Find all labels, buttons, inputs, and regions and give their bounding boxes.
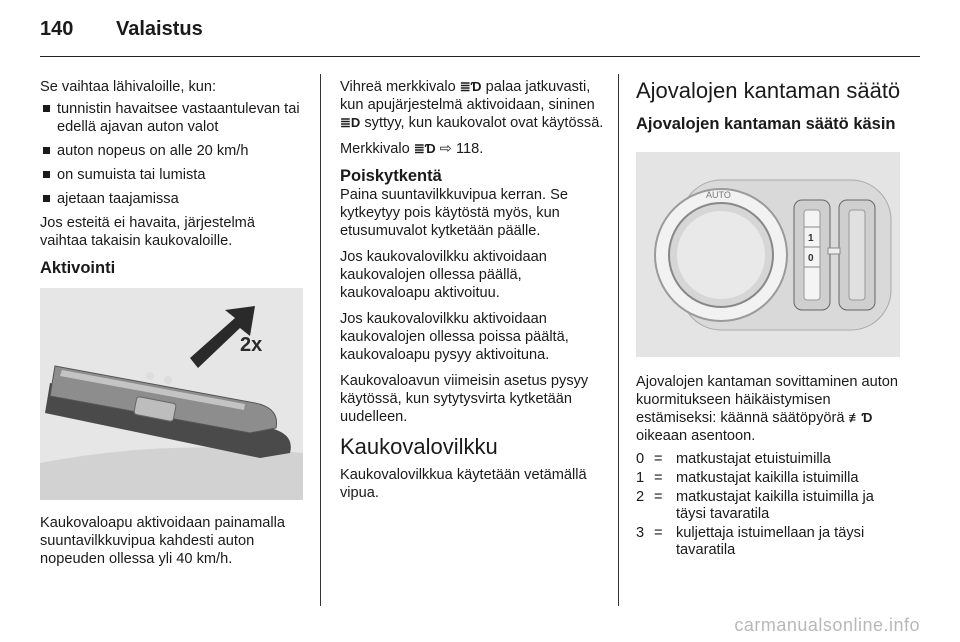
- position-key: 1: [636, 470, 645, 486]
- light-switch-drawing: [636, 152, 900, 357]
- page-reference: 118.: [455, 141, 484, 157]
- paragraph-leveling: [636, 373, 904, 445]
- section-heading-leveling: Ajovalojen kantaman säätö: [636, 78, 901, 103]
- equals-sign: =: [654, 525, 663, 541]
- column-2: [340, 78, 605, 510]
- equals-sign: =: [654, 470, 663, 486]
- stalk-drawing: [40, 288, 303, 500]
- paragraph: Jos kaukovalovilkku aktivoidaan kaukovalojen ollessa päällä, kaukovaloapu aktivoituu.: [340, 249, 547, 301]
- fallback-text: Jos esteitä ei havaita, järjestelmä vaihtaa takaisin kaukovaloille.: [40, 215, 255, 249]
- column-3: [636, 78, 904, 561]
- paragraph-reference: [340, 140, 605, 158]
- paragraph-text: palaa jatkuvasti, kun apujärjestelmä aktivoidaan, sininen: [340, 79, 595, 113]
- position-description: kuljettaja istuimellaan ja täysi tavaratila: [676, 525, 865, 558]
- equals-sign: =: [654, 451, 663, 467]
- table-row: [636, 489, 904, 525]
- position-key: 0: [636, 451, 645, 467]
- table-row: [636, 470, 904, 489]
- load-position-table: [636, 451, 904, 561]
- subsection-heading: Ajovalojen kantaman säätö käsin: [636, 115, 896, 133]
- position-key: 3: [636, 525, 645, 541]
- condition-list: [40, 100, 305, 208]
- page-header: [40, 18, 920, 50]
- table-row: [636, 525, 904, 561]
- paragraph: Kaukovaloavun viimeisin asetus pysyy käytössä, kun sytytysvirta kytketään uudelleen.: [340, 373, 589, 425]
- paragraph: Paina suuntavilkkuvipua kerran. Se kytkeytyy pois käytöstä myös, kun etusumuvalot kytketään päälle.: [340, 187, 568, 239]
- leveling-wheel-icon: ≢Ɗ: [848, 410, 873, 425]
- page-title: Valaistus: [116, 18, 203, 40]
- page-number: 140: [40, 18, 74, 40]
- light-switch-illustration: [636, 152, 900, 357]
- watermark: carmanualsonline.info: [734, 615, 920, 635]
- paragraph-text: oikeaan asentoon.: [636, 428, 756, 444]
- paragraph-text: Vihreä merkkivalo: [340, 79, 456, 95]
- table-row: [636, 451, 904, 470]
- section-heading-poiskytkenta: Poiskytkentä: [340, 167, 442, 185]
- column-divider-1: [320, 74, 321, 606]
- green-lamp-icon: ≣Ɗ: [413, 141, 436, 156]
- wheel-mark-1: 1: [808, 233, 814, 244]
- list-item: tunnistin havaitsee vastaantulevan tai edellä ajavan auton valot: [40, 100, 305, 136]
- press-count-label: 2x: [240, 334, 263, 356]
- position-description: matkustajat etuistuimilla: [676, 451, 831, 467]
- column-divider-2: [618, 74, 619, 606]
- section-heading-aktivointi: Aktivointi: [40, 259, 116, 277]
- position-description: matkustajat kaikilla istuimilla ja täysi tavaratila: [676, 489, 874, 522]
- paragraph-text: Ajovalojen kantaman sovittaminen auton kuormitukseen häikäistymisen estämiseksi: käännä säätöpyörä: [636, 374, 899, 426]
- section-heading-kaukovalovilkku: Kaukovalovilkku: [340, 434, 498, 459]
- stalk-illustration: [40, 288, 303, 500]
- position-description: matkustajat kaikilla istuimilla: [676, 470, 859, 486]
- paragraph: Kaukovalovilkkua käytetään vetämällä vipua.: [340, 467, 587, 501]
- list-item: ajetaan taajamissa: [40, 190, 305, 208]
- paragraph-text: Merkkivalo: [340, 141, 410, 157]
- list-item: on sumuista tai lumista: [40, 166, 305, 184]
- position-key: 2: [636, 489, 645, 505]
- paragraph-green-lamp: [340, 78, 605, 132]
- header-rule: [40, 56, 920, 57]
- list-item: auton nopeus on alle 20 km/h: [40, 142, 305, 160]
- auto-label: AUTO: [706, 190, 731, 200]
- arrow-icon: ⇨: [439, 141, 452, 157]
- wheel-mark-0: 0: [808, 253, 814, 264]
- intro-text: Se vaihtaa lähivaloille, kun:: [40, 79, 217, 95]
- column-1: [40, 78, 305, 576]
- figure-caption: Kaukovaloapu aktivoidaan painamalla suuntavilkkuvipua kahdesti auton nopeuden ollessa yli 40 km/h.: [40, 515, 286, 567]
- equals-sign: =: [654, 489, 663, 505]
- paragraph: Jos kaukovalovilkku aktivoidaan kaukovalojen ollessa poissa päältä, kaukovaloapu pysyy aktivoituna.: [340, 311, 569, 363]
- green-lamp-icon: ≣Ɗ: [459, 79, 482, 94]
- blue-lamp-icon: ≣D: [340, 115, 361, 130]
- paragraph-text: syttyy, kun kaukovalot ovat käytössä.: [364, 115, 604, 131]
